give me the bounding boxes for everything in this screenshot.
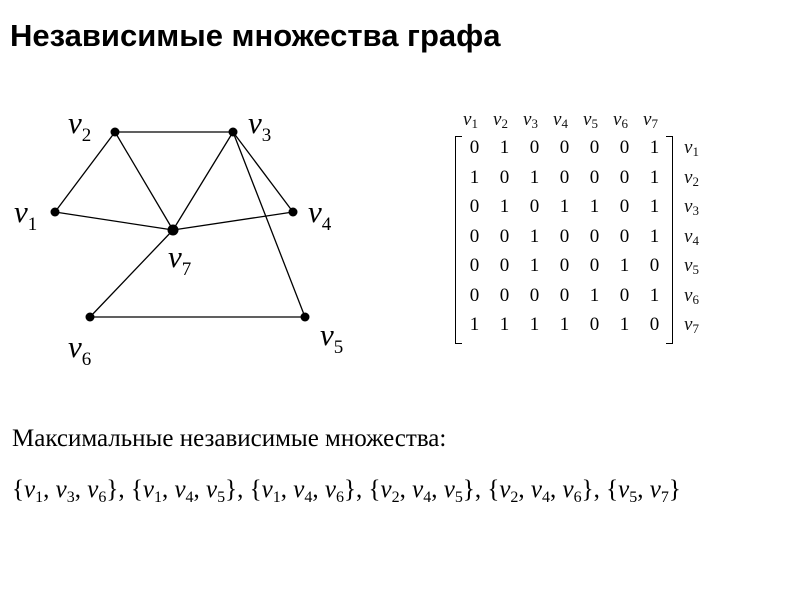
matrix-cell-r6-c1: 0 — [469, 284, 480, 306]
matrix-cell-r1-c1: 0 — [469, 137, 480, 158]
independent-set: {$v_1$, $v_4$, $v_6$} — [249, 476, 356, 506]
vertex-v3 — [229, 128, 238, 137]
matrix-cell-r6-c4: 0 — [559, 284, 570, 306]
matrix-cell-r4-c5: 0 — [589, 225, 600, 247]
vertex-v5 — [301, 313, 310, 322]
matrix-cell-r4-c3: 1 — [529, 225, 540, 247]
set-vertex-v7: $v_7$ — [649, 476, 669, 506]
set-vertex-v5: $v_5$ — [618, 476, 638, 506]
set-vertex-v6: $v_6$ — [87, 476, 107, 506]
set-vertex-v4: $v_4$ — [530, 476, 551, 506]
matrix-cell-r2-c5: 0 — [589, 166, 600, 188]
edge-v4-v7 — [173, 212, 293, 230]
independent-set: {$v_5$, $v_7$} — [606, 476, 681, 506]
matrix-cell-r2-c4: 0 — [559, 166, 570, 188]
matrix-cell-r3-c6: 0 — [619, 196, 630, 217]
independent-set: {$v_2$, $v_4$, $v_6$} — [487, 476, 594, 506]
matrix-col-label-v3: v3 — [523, 109, 538, 131]
set-vertex-v5: $v_5$ — [443, 476, 463, 506]
edge-v6-v7 — [90, 230, 173, 317]
matrix-cell-r2-c1: 1 — [469, 166, 480, 188]
vertex-label-v5: $v_5$ — [320, 317, 344, 358]
graph-diagram — [0, 95, 440, 385]
vertex-v4 — [289, 208, 298, 217]
matrix-cell-r6-c7: 1 — [649, 284, 660, 306]
matrix-row-label-v2: v2 — [684, 166, 699, 189]
matrix-cell-r6-c3: 0 — [529, 284, 540, 306]
vertex-label-v6: $v_6$ — [68, 329, 92, 370]
matrix-cell-r6-c5: 1 — [589, 284, 600, 306]
matrix-body — [455, 134, 699, 344]
matrix-cell-r1-c6: 0 — [619, 137, 630, 158]
vertex-label-v3: $v_3$ — [248, 105, 272, 146]
matrix-cell-r3-c2: 1 — [499, 196, 510, 217]
set-vertex-v5: $v_5$ — [206, 476, 226, 506]
matrix-cell-r4-c1: 0 — [469, 225, 480, 247]
matrix-row-label-v7: v7 — [684, 314, 699, 336]
matrix-cell-r4-c6: 0 — [619, 225, 630, 247]
matrix-cell-r1-c3: 0 — [529, 137, 540, 158]
matrix-row-label-v3: v3 — [684, 196, 699, 218]
set-vertex-v3: $v_3$ — [55, 476, 75, 506]
matrix-row-label-v1: v1 — [684, 137, 699, 159]
set-vertex-v4: $v_4$ — [174, 476, 194, 506]
vertex-v1 — [51, 208, 60, 217]
set-vertex-v6: $v_6$ — [324, 476, 344, 506]
edge-v1-v7 — [55, 212, 173, 230]
matrix-cell-r2-c6: 0 — [619, 166, 630, 188]
matrix-cell-r7-c5: 0 — [589, 314, 600, 335]
matrix-cell-r7-c3: 1 — [529, 314, 540, 335]
vertex-label-v2: $v_2$ — [68, 105, 92, 146]
matrix-cell-r6-c2: 0 — [499, 284, 510, 306]
matrix-cell-r4-c7: 1 — [649, 225, 660, 247]
vertex-label-v1: $v_1$ — [14, 194, 38, 235]
matrix-cell-r5-c1: 0 — [469, 255, 480, 276]
matrix-col-label-v1: v1 — [463, 109, 478, 131]
vertex-v2 — [111, 128, 120, 137]
matrix-cell-r5-c2: 0 — [499, 255, 510, 276]
max-independent-sets: {$v_1$, $v_3$, $v_6$}, {$v_1$, $v_4$, $v_5$}, {$v_1$, $v_4$, $v_6$}, {$v_2$, $v_4$, $v_5$}, {$v_2$, $v_4$, $v_6$}, {$v_5$, $v_7$} — [12, 476, 681, 506]
vertex-label-v7: $v_7$ — [168, 239, 192, 280]
set-vertex-v1: $v_1$ — [142, 476, 162, 506]
edge-v3-v7 — [173, 132, 233, 230]
set-vertex-v4: $v_4$ — [412, 476, 432, 506]
set-vertex-v2: $v_2$ — [380, 476, 400, 506]
matrix-cell-r7-c1: 1 — [469, 314, 480, 335]
matrix-cell-r5-c5: 0 — [589, 255, 600, 276]
matrix-cell-r7-c4: 1 — [559, 314, 570, 335]
matrix-cell-r5-c7: 0 — [649, 255, 660, 276]
independent-set: {$v_1$, $v_4$, $v_5$} — [130, 476, 238, 506]
page-title: Независимые множества графа — [10, 18, 501, 53]
set-vertex-v1: $v_1$ — [261, 476, 281, 506]
matrix-col-label-v2: v2 — [493, 109, 508, 131]
set-vertex-v4: $v_4$ — [293, 476, 313, 506]
matrix-cell-r1-c4: 0 — [559, 137, 570, 158]
matrix-cell-r7-c6: 1 — [619, 314, 630, 335]
matrix-col-label-v6: v6 — [613, 109, 628, 131]
vertex-v6 — [86, 313, 95, 322]
edge-v2-v7 — [115, 132, 173, 230]
matrix-col-label-v5: v5 — [583, 109, 598, 131]
matrix-row-label-v4: v4 — [684, 225, 699, 248]
matrix-cell-r5-c3: 1 — [529, 255, 540, 276]
independent-set: {$v_1$, $v_3$, $v_6$} — [12, 476, 119, 506]
matrix-cell-r2-c7: 1 — [649, 166, 660, 188]
matrix-column-header — [455, 108, 670, 132]
matrix-cell-r3-c1: 0 — [469, 196, 480, 217]
matrix-cell-r6-c6: 0 — [619, 284, 630, 306]
matrix-cell-r4-c4: 0 — [559, 225, 570, 247]
matrix-col-label-v7: v7 — [643, 109, 658, 131]
matrix-cell-r1-c2: 1 — [499, 137, 510, 158]
matrix-row-label-v5: v5 — [684, 255, 699, 277]
matrix-col-label-v4: v4 — [553, 109, 568, 131]
matrix-row-label-v6: v6 — [684, 284, 699, 307]
vertex-label-v4: $v_4$ — [308, 194, 332, 235]
set-vertex-v1: $v_1$ — [24, 476, 44, 506]
matrix-cell-r3-c4: 1 — [559, 196, 570, 217]
matrix-cell-r1-c7: 1 — [649, 137, 660, 158]
matrix-cell-r1-c5: 0 — [589, 137, 600, 158]
matrix-cell-r5-c6: 1 — [619, 255, 630, 276]
matrix-cell-r2-c3: 1 — [529, 166, 540, 188]
matrix-cell-r3-c3: 0 — [529, 196, 540, 217]
set-vertex-v2: $v_2$ — [499, 476, 519, 506]
matrix-cell-r2-c2: 0 — [499, 166, 510, 188]
matrix-cell-r5-c4: 0 — [559, 255, 570, 276]
matrix-cell-r7-c2: 1 — [499, 314, 510, 335]
independent-set: {$v_2$, $v_4$, $v_5$} — [368, 476, 475, 506]
matrix-cell-r3-c5: 1 — [589, 196, 600, 217]
vertex-v7 — [168, 225, 179, 236]
matrix-cell-r4-c2: 0 — [499, 225, 510, 247]
matrix-cell-r7-c7: 0 — [649, 314, 660, 335]
set-vertex-v6: $v_6$ — [562, 476, 582, 506]
edge-v3-v5 — [233, 132, 305, 317]
matrix-cell-r3-c7: 1 — [649, 196, 660, 217]
max-sets-label: Максимальные независимые множества: — [12, 425, 447, 452]
